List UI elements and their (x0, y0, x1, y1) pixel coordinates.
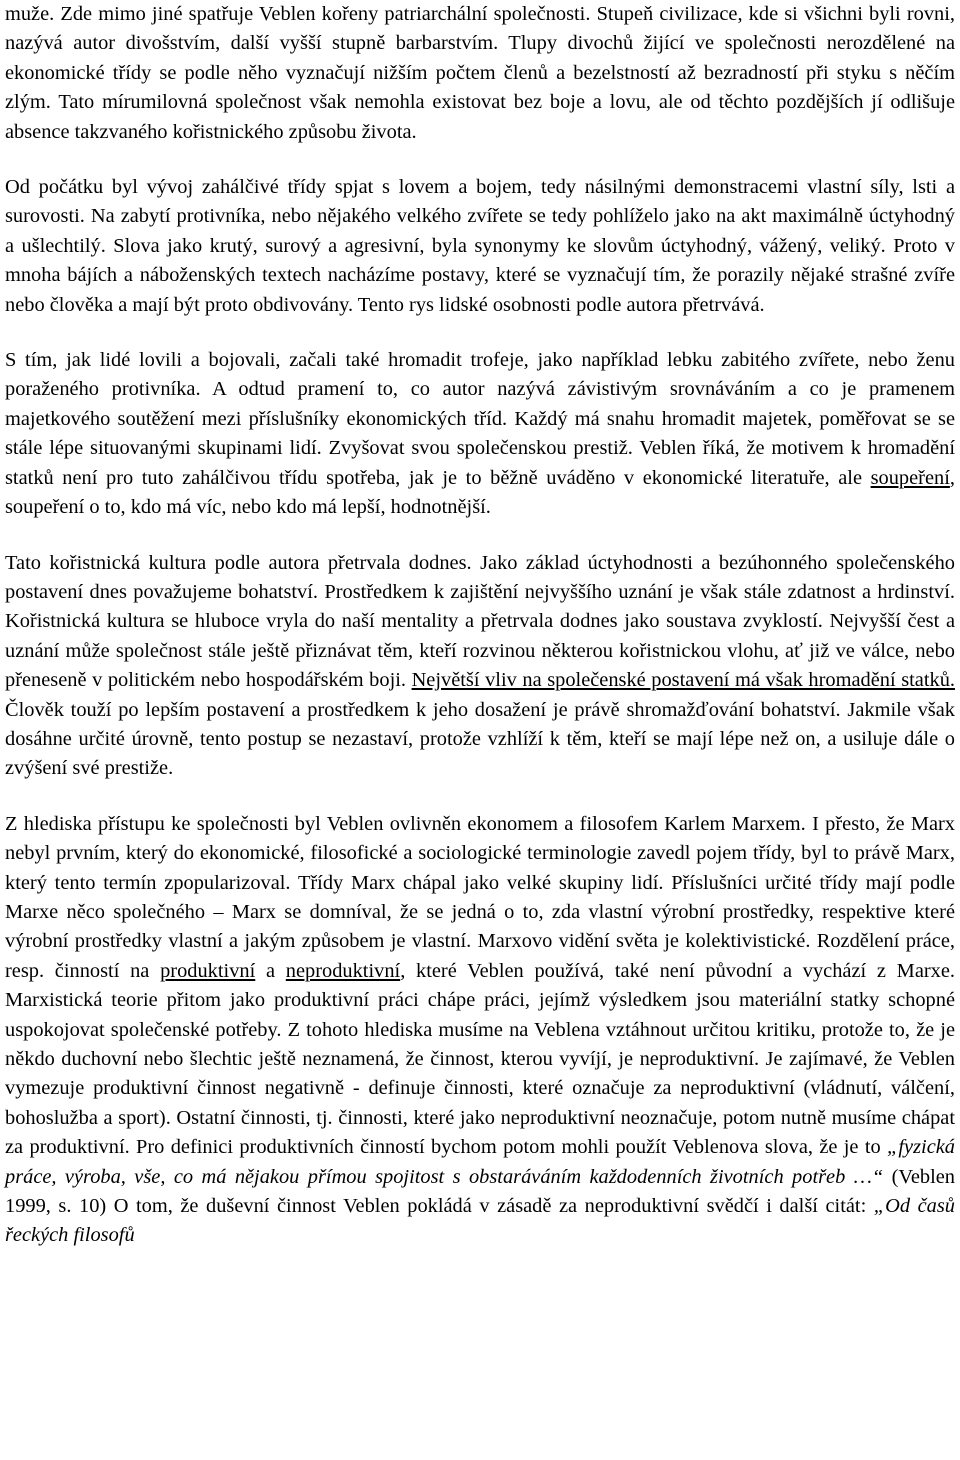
paragraph-3 (5, 346, 955, 522)
paragraph-4 (5, 549, 955, 784)
paragraph-1 (5, 0, 955, 147)
paragraph-5-conjunction: a (255, 959, 286, 982)
paragraph-5-text: Z hlediska přístupu ke společnosti byl Veblen ovlivněn ekonomem a filosofem Karlem Marxem. I přesto, že Marx nebyl prvním, který do ekonomické, filosofické a sociologické terminologie zavedl pojem třídy, byl to právě Marx, který tento termín zpopularizoval. Třídy Marx chápal jako velké skupiny lidí. Příslušníci určité třídy mají podle Marxe něco společného – Marx se domníval, že se jedná o to, zda vlastní výrobní prostředky, respektive které výrobní prostředky vlastní a jakým způsobem je vlastní. Marxovo vidění světa je kolektivistické. Rozdělení práce, resp. činností na (5, 812, 955, 982)
paragraph-3-text: S tím, jak lidé lovili a bojovali, začali také hromadit trofeje, jako například lebku zabitého zvířete, nebo ženu poraženého protivníka. A odtud pramení to, co autor nazývá závistivým srovnáváním a co je pramenem majetkového soutěžení mezi příslušníky ekonomických tříd. Každý má snahu hromadit majetek, poměřovat se se stále lépe situovanými skupinami lidí. Zvyšovat svou společenskou prestiž. Veblen říká, že motivem k hromadění statků není pro tuto zahálčivou třídu spotřeba, jak je to běžně uváděno v ekonomické literatuře, ale (5, 349, 955, 489)
paragraph-4-text: Tato kořistnická kultura podle autora přetrvala dodnes. Jako základ úctyhodnosti a bezúhonného společenského postavení dnes považujeme bohatství. Prostředkem k zajištění nejvyššího uznání je však stále zdatnost a hrdinství. Kořistnická kultura se hluboce vryla do naší mentality a přetrvala dodnes jako soustava zvyklostí. Nejvyšší čest a uznání může společnost stále ještě přiznávat těm, kteří rozvinou některou kořistnickou vlohu, ať již ve válce, nebo přeneseně v politickém nebo hospodářském boji. (5, 551, 955, 692)
underlined-key-sentence: Největší vliv na společenské postavení má však hromadění statků. (411, 669, 955, 692)
paragraph-2-text: Od počátku byl vývoj zahálčivé třídy spjat s lovem a bojem, tedy násilnými demonstracemi vlastní síly, lsti a surovosti. Na zabytí protivníka, nebo nějakého velkého zvířete se tedy pohlíželo jako na akt maximálně úctyhodný a ušlechtilý. Slova jako krutý, surový a agresivní, byla synonymy ke slovům úctyhodný, vážený, veliký. Proto v mnoha bájích a náboženských textech nacházíme postavy, které se vyznačují tím, že porazily nějaké strašné zvíře nebo člověka a mají být proto obdivovány. Tento rys lidské osobnosti podle autora přetrvává. (5, 176, 955, 316)
underlined-soupereni: soupeření (870, 466, 950, 489)
paragraph-5 (5, 810, 955, 1251)
underlined-produktivni: produktivní (160, 959, 256, 982)
italic-quote-1: „fyzická práce, výroba, vše, co má nějakou přímou spojitost s obstaráváním každodenních životních potřeb …“ (5, 1136, 955, 1188)
paragraph-3-text-end: , soupeření o to, kdo má víc, nebo kdo má lepší, hodnotnější. (5, 466, 955, 519)
paragraph-4-text-end: Člověk touží po lepším postavení a prostředkem k jeho dosažení je právě shromažďování bohatství. Jakmile však dosáhne určité úrovně, tento postup se nezastaví, protože vzhlíží k těm, kteří se mají lépe než on, a usiluje dále o zvýšení své prestiže. (5, 698, 955, 780)
underlined-neproduktivni: neproduktivní (285, 959, 401, 982)
paragraph-2 (5, 173, 955, 320)
paragraph-1-text: muže. Zde mimo jiné spatřuje Veblen kořeny patriarchální společnosti. Stupeň civilizace, kde si všichni byli rovni, nazývá autor divošstvím, další vyšší stupně barbarstvím. Tlupy divochů žijící ve společnosti nerozdělené na ekonomické třídy se podle něho vyznačují nižším počtem členů a bezelstností až bezradností při styku s něčím zlým. Tato mírumilovná společnost však nemohla existovat bez boje a lovu, ale od těchto pozdějších jí odlišuje absence takzvaného kořistnického způsobu života. (5, 3, 955, 143)
italic-quote-2: „Od časů řeckých filosofů (5, 1195, 955, 1247)
paragraph-5-text-middle: , které Veblen používá, také není původní a vychází z Marxe. Marxistická teorie přitom jako produktivní práci chápe práci, jejímž výsledkem jsou materiální statky schopné uspokojovat společenské potřeby. Z tohoto hlediska musíme na Veblena vztáhnout určitou kritiku, protože to, že je někdo duchovní nebo šlechtic ještě neznamená, že činnost, kterou vyvíjí, je neproduktivní. Je zajímavé, že Veblen vymezuje produktivní činnost negativně - definuje činnosti, které označuje za neproduktivní (vládnutí, válčení, bohoslužba a sport). Ostatní činnosti, tj. činnosti, které jako neproduktivní neoznačuje, potom nutně musíme chápat za produktivní. Pro definici produktivních činností bychom potom mohli použít Veblenova slova, že je to (5, 959, 955, 1159)
paragraph-5-citation: (Veblen 1999, s. 10) O tom, že duševní činnost Veblen pokládá v zásadě za neproduktivní svědčí i další citát: (5, 1165, 955, 1218)
